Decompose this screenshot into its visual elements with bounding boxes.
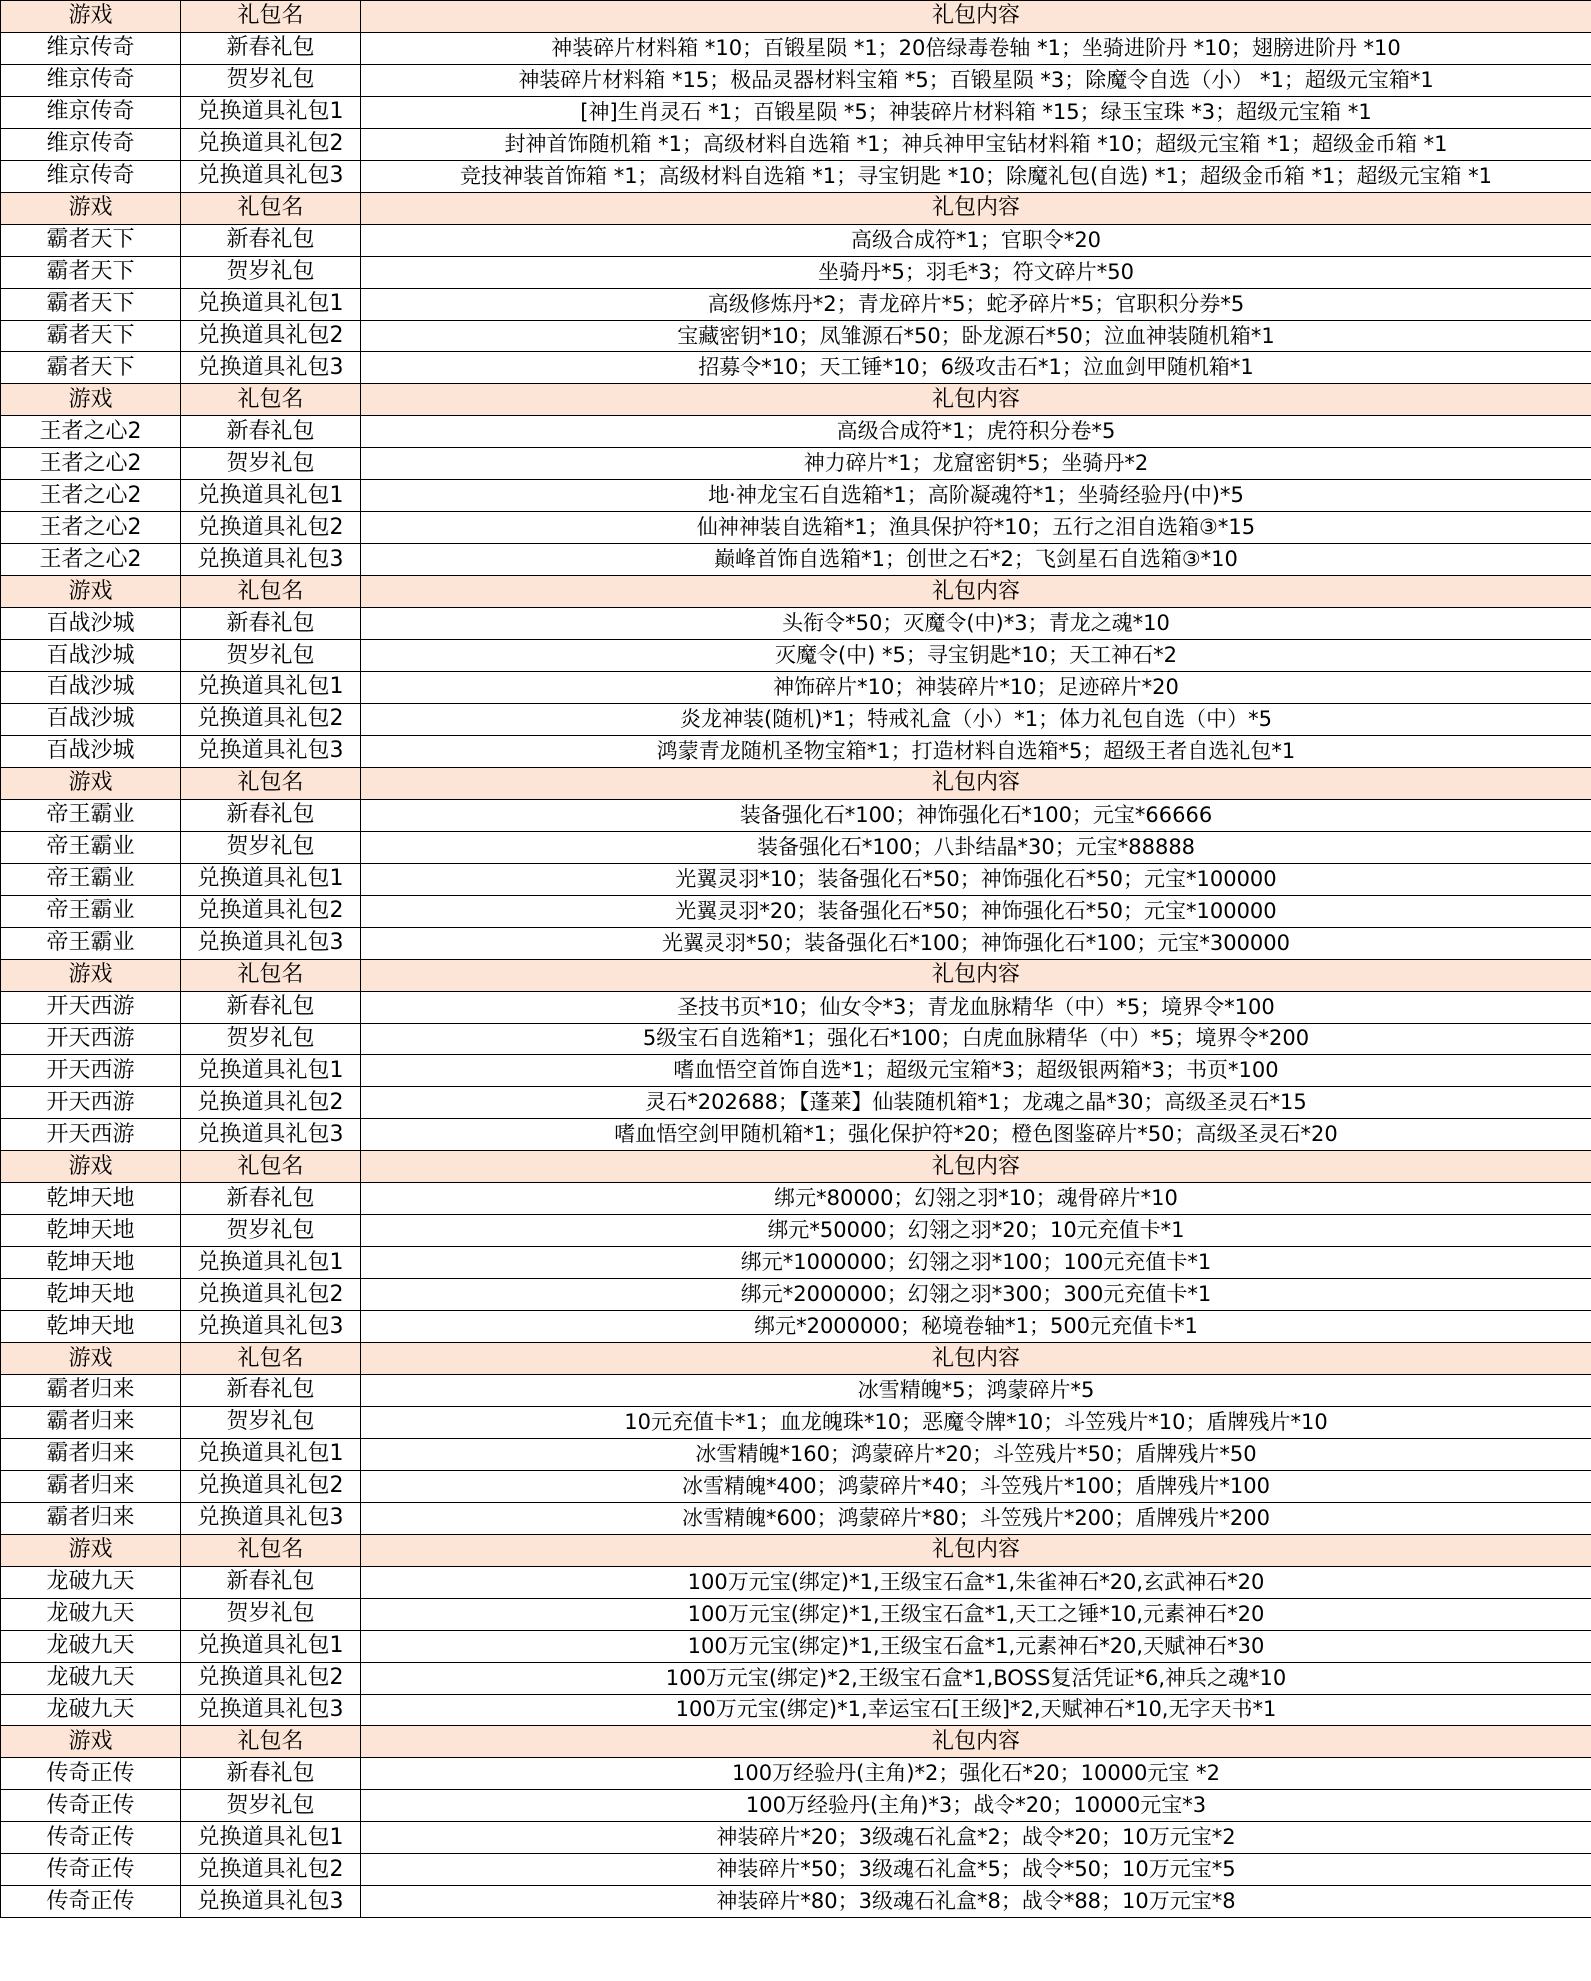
header-row bbox=[1, 1726, 1591, 1758]
pack-content-cell: 光翼灵羽*10；装备强化石*50；神饰强化石*50；元宝*100000 bbox=[361, 863, 1591, 895]
game-cell: 传奇正传 bbox=[1, 1758, 181, 1790]
pack-name-cell: 新春礼包 bbox=[181, 799, 361, 831]
header-name-cell: 礼包名 bbox=[181, 1151, 361, 1183]
pack-content-cell: 装备强化石*100；神饰强化石*100；元宝*66666 bbox=[361, 799, 1591, 831]
pack-content-cell: 宝藏密钥*10；凤雏源石*50；卧龙源石*50；泣血神装随机箱*1 bbox=[361, 320, 1591, 352]
pack-name-cell: 贺岁礼包 bbox=[181, 1023, 361, 1055]
pack-name-cell: 兑换道具礼包1 bbox=[181, 863, 361, 895]
game-cell: 开天西游 bbox=[1, 1023, 181, 1055]
header-content-cell: 礼包内容 bbox=[361, 959, 1591, 991]
pack-name-cell: 兑换道具礼包2 bbox=[181, 512, 361, 544]
header-row bbox=[1, 576, 1591, 608]
header-row bbox=[1, 959, 1591, 991]
table-row bbox=[1, 799, 1591, 831]
game-cell: 龙破九天 bbox=[1, 1598, 181, 1630]
game-cell: 霸者归来 bbox=[1, 1374, 181, 1406]
pack-content-cell: 地·神龙宝石自选箱*1；高阶凝魂符*1；坐骑经验丹(中)*5 bbox=[361, 480, 1591, 512]
pack-content-cell: 神装碎片材料箱 *15；极品灵器材料宝箱 *5；百锻星陨 *3；除魔令自选（小） *1；超级元宝箱*1 bbox=[361, 64, 1591, 96]
pack-name-cell: 兑换道具礼包1 bbox=[181, 96, 361, 128]
header-name-cell: 礼包名 bbox=[181, 192, 361, 224]
table-row bbox=[1, 1279, 1591, 1311]
header-name-cell: 礼包名 bbox=[181, 1726, 361, 1758]
pack-content-cell: 灵石*202688；【蓬莱】仙装随机箱*1；龙魂之晶*30；高级圣灵石*15 bbox=[361, 1087, 1591, 1119]
pack-name-cell: 兑换道具礼包1 bbox=[181, 480, 361, 512]
pack-content-cell: 绑元*80000；幻翎之羽*10；魂骨碎片*10 bbox=[361, 1183, 1591, 1215]
table-row bbox=[1, 352, 1591, 384]
pack-name-cell: 兑换道具礼包2 bbox=[181, 1087, 361, 1119]
pack-content-cell: 神饰碎片*10；神装碎片*10；足迹碎片*20 bbox=[361, 672, 1591, 704]
game-cell: 开天西游 bbox=[1, 1119, 181, 1151]
game-cell: 帝王霸业 bbox=[1, 831, 181, 863]
pack-content-cell: 头衔令*50；灭魔令(中)*3；青龙之魂*10 bbox=[361, 608, 1591, 640]
game-cell: 帝王霸业 bbox=[1, 895, 181, 927]
table-row bbox=[1, 863, 1591, 895]
header-game-cell: 游戏 bbox=[1, 1151, 181, 1183]
table-row bbox=[1, 544, 1591, 576]
pack-content-cell: 神装碎片*50；3级魂石礼盒*5；战令*50；10万元宝*5 bbox=[361, 1854, 1591, 1886]
pack-content-cell: 10元充值卡*1；血龙魄珠*10；恶魔令牌*10；斗笠残片*10；盾牌残片*10 bbox=[361, 1406, 1591, 1438]
pack-name-cell: 兑换道具礼包1 bbox=[181, 1630, 361, 1662]
pack-content-cell: 装备强化石*100；八卦结晶*30；元宝*88888 bbox=[361, 831, 1591, 863]
pack-content-cell: 高级修炼丹*2；青龙碎片*5；蛇矛碎片*5；官职积分券*5 bbox=[361, 288, 1591, 320]
game-cell: 霸者归来 bbox=[1, 1470, 181, 1502]
pack-content-cell: [神]生肖灵石 *1；百锻星陨 *5；神装碎片材料箱 *15；绿玉宝珠 *3；超级元宝箱 *1 bbox=[361, 96, 1591, 128]
header-name-cell: 礼包名 bbox=[181, 1534, 361, 1566]
game-cell: 百战沙城 bbox=[1, 608, 181, 640]
header-game-cell: 游戏 bbox=[1, 576, 181, 608]
game-cell: 霸者归来 bbox=[1, 1406, 181, 1438]
table-row bbox=[1, 1662, 1591, 1694]
pack-name-cell: 兑换道具礼包3 bbox=[181, 1502, 361, 1534]
table-row bbox=[1, 512, 1591, 544]
pack-content-cell: 5级宝石自选箱*1；强化石*100；白虎血脉精华（中）*5；境界令*200 bbox=[361, 1023, 1591, 1055]
game-cell: 维京传奇 bbox=[1, 32, 181, 64]
pack-name-cell: 新春礼包 bbox=[181, 991, 361, 1023]
game-cell: 霸者天下 bbox=[1, 320, 181, 352]
header-content-cell: 礼包内容 bbox=[361, 1534, 1591, 1566]
table-row bbox=[1, 128, 1591, 160]
pack-content-cell: 高级合成符*1；虎符积分卷*5 bbox=[361, 416, 1591, 448]
pack-content-cell: 冰雪精魄*160；鸿蒙碎片*20；斗笠残片*50；盾牌残片*50 bbox=[361, 1438, 1591, 1470]
header-game-cell: 游戏 bbox=[1, 192, 181, 224]
pack-content-cell: 100万元宝(绑定)*1,王级宝石盒*1,天工之锤*10,元素神石*20 bbox=[361, 1598, 1591, 1630]
pack-content-cell: 100万元宝(绑定)*1,王级宝石盒*1,朱雀神石*20,玄武神石*20 bbox=[361, 1566, 1591, 1598]
table-row bbox=[1, 256, 1591, 288]
table-row bbox=[1, 1822, 1591, 1854]
pack-name-cell: 兑换道具礼包2 bbox=[181, 1470, 361, 1502]
pack-name-cell: 兑换道具礼包1 bbox=[181, 1822, 361, 1854]
pack-name-cell: 贺岁礼包 bbox=[181, 1215, 361, 1247]
pack-name-cell: 兑换道具礼包3 bbox=[181, 544, 361, 576]
pack-name-cell: 兑换道具礼包2 bbox=[181, 1662, 361, 1694]
pack-name-cell: 兑换道具礼包3 bbox=[181, 1886, 361, 1918]
header-content-cell: 礼包内容 bbox=[361, 576, 1591, 608]
pack-name-cell: 兑换道具礼包1 bbox=[181, 1247, 361, 1279]
table-row bbox=[1, 1183, 1591, 1215]
table-row bbox=[1, 96, 1591, 128]
header-name-cell: 礼包名 bbox=[181, 1343, 361, 1375]
pack-name-cell: 兑换道具礼包3 bbox=[181, 1119, 361, 1151]
header-game-cell: 游戏 bbox=[1, 1, 181, 33]
table-row bbox=[1, 608, 1591, 640]
pack-name-cell: 兑换道具礼包2 bbox=[181, 128, 361, 160]
pack-name-cell: 新春礼包 bbox=[181, 1566, 361, 1598]
pack-name-cell: 贺岁礼包 bbox=[181, 1406, 361, 1438]
header-game-cell: 游戏 bbox=[1, 1534, 181, 1566]
table-row bbox=[1, 831, 1591, 863]
header-content-cell: 礼包内容 bbox=[361, 1, 1591, 33]
pack-content-cell: 100万经验丹(主角)*3；战令*20；10000元宝*3 bbox=[361, 1790, 1591, 1822]
header-game-cell: 游戏 bbox=[1, 1726, 181, 1758]
game-cell: 维京传奇 bbox=[1, 160, 181, 192]
header-game-cell: 游戏 bbox=[1, 767, 181, 799]
pack-name-cell: 兑换道具礼包1 bbox=[181, 672, 361, 704]
pack-content-cell: 100万元宝(绑定)*1,幸运宝石[王级]*2,天赋神石*10,无字天书*1 bbox=[361, 1694, 1591, 1726]
header-row bbox=[1, 1151, 1591, 1183]
pack-content-cell: 神装碎片材料箱 *10；百锻星陨 *1；20倍绿毒卷轴 *1；坐骑进阶丹 *10；翅膀进阶丹 *10 bbox=[361, 32, 1591, 64]
game-cell: 传奇正传 bbox=[1, 1822, 181, 1854]
header-content-cell: 礼包内容 bbox=[361, 767, 1591, 799]
pack-name-cell: 兑换道具礼包3 bbox=[181, 1311, 361, 1343]
pack-name-cell: 贺岁礼包 bbox=[181, 831, 361, 863]
table-row bbox=[1, 1502, 1591, 1534]
game-cell: 龙破九天 bbox=[1, 1630, 181, 1662]
pack-name-cell: 兑换道具礼包2 bbox=[181, 320, 361, 352]
game-cell: 维京传奇 bbox=[1, 128, 181, 160]
table-row bbox=[1, 480, 1591, 512]
header-content-cell: 礼包内容 bbox=[361, 384, 1591, 416]
pack-content-cell: 仙神神装自选箱*1；渔具保护符*10；五行之泪自选箱③*15 bbox=[361, 512, 1591, 544]
table-row bbox=[1, 672, 1591, 704]
table-row bbox=[1, 1566, 1591, 1598]
pack-name-cell: 新春礼包 bbox=[181, 1758, 361, 1790]
game-cell: 王者之心2 bbox=[1, 544, 181, 576]
game-cell: 乾坤天地 bbox=[1, 1279, 181, 1311]
pack-content-cell: 嗜血悟空剑甲随机箱*1；强化保护符*20；橙色图鉴碎片*50；高级圣灵石*20 bbox=[361, 1119, 1591, 1151]
pack-content-cell: 绑元*2000000；幻翎之羽*300；300元充值卡*1 bbox=[361, 1279, 1591, 1311]
game-cell: 百战沙城 bbox=[1, 703, 181, 735]
table-row bbox=[1, 1119, 1591, 1151]
game-cell: 王者之心2 bbox=[1, 512, 181, 544]
pack-content-cell: 绑元*50000；幻翎之羽*20；10元充值卡*1 bbox=[361, 1215, 1591, 1247]
game-cell: 王者之心2 bbox=[1, 480, 181, 512]
table-row bbox=[1, 1886, 1591, 1918]
pack-content-cell: 灭魔令(中) *5；寻宝钥匙*10；天工神石*2 bbox=[361, 640, 1591, 672]
pack-content-cell: 光翼灵羽*20；装备强化石*50；神饰强化石*50；元宝*100000 bbox=[361, 895, 1591, 927]
pack-name-cell: 新春礼包 bbox=[181, 1183, 361, 1215]
pack-name-cell: 贺岁礼包 bbox=[181, 1790, 361, 1822]
table-row bbox=[1, 1374, 1591, 1406]
pack-content-cell: 冰雪精魄*400；鸿蒙碎片*40；斗笠残片*100；盾牌残片*100 bbox=[361, 1470, 1591, 1502]
pack-content-cell: 100万元宝(绑定)*1,王级宝石盒*1,元素神石*20,天赋神石*30 bbox=[361, 1630, 1591, 1662]
table-row bbox=[1, 64, 1591, 96]
pack-content-cell: 嗜血悟空首饰自选*1；超级元宝箱*3；超级银两箱*3；书页*100 bbox=[361, 1055, 1591, 1087]
pack-name-cell: 兑换道具礼包1 bbox=[181, 288, 361, 320]
table-row bbox=[1, 1758, 1591, 1790]
game-cell: 霸者天下 bbox=[1, 288, 181, 320]
pack-content-cell: 封神首饰随机箱 *1；高级材料自选箱 *1；神兵神甲宝钻材料箱 *10；超级元宝箱 *1；超级金币箱 *1 bbox=[361, 128, 1591, 160]
pack-name-cell: 兑换道具礼包2 bbox=[181, 703, 361, 735]
pack-content-cell: 坐骑丹*5；羽毛*3；符文碎片*50 bbox=[361, 256, 1591, 288]
table-row bbox=[1, 991, 1591, 1023]
header-row bbox=[1, 1343, 1591, 1375]
pack-content-cell: 竞技神装首饰箱 *1；高级材料自选箱 *1；寻宝钥匙 *10；除魔礼包(自选) *1；超级金币箱 *1；超级元宝箱 *1 bbox=[361, 160, 1591, 192]
table-row bbox=[1, 1598, 1591, 1630]
game-cell: 开天西游 bbox=[1, 1055, 181, 1087]
table-row bbox=[1, 1694, 1591, 1726]
table-row bbox=[1, 640, 1591, 672]
pack-name-cell: 兑换道具礼包1 bbox=[181, 1438, 361, 1470]
pack-content-cell: 高级合成符*1；官职令*20 bbox=[361, 224, 1591, 256]
table-row bbox=[1, 1790, 1591, 1822]
pack-name-cell: 新春礼包 bbox=[181, 1374, 361, 1406]
pack-name-cell: 兑换道具礼包3 bbox=[181, 735, 361, 767]
header-row bbox=[1, 767, 1591, 799]
header-content-cell: 礼包内容 bbox=[361, 192, 1591, 224]
table-row bbox=[1, 895, 1591, 927]
pack-content-cell: 100万经验丹(主角)*2；强化石*20；10000元宝 *2 bbox=[361, 1758, 1591, 1790]
pack-content-cell: 光翼灵羽*50；装备强化石*100；神饰强化石*100；元宝*300000 bbox=[361, 927, 1591, 959]
game-cell: 帝王霸业 bbox=[1, 799, 181, 831]
pack-name-cell: 兑换道具礼包3 bbox=[181, 927, 361, 959]
table-row bbox=[1, 703, 1591, 735]
game-cell: 王者之心2 bbox=[1, 448, 181, 480]
pack-name-cell: 兑换道具礼包3 bbox=[181, 1694, 361, 1726]
header-row bbox=[1, 1534, 1591, 1566]
table-row bbox=[1, 1247, 1591, 1279]
pack-content-cell: 巅峰首饰自选箱*1；创世之石*2；飞剑星石自选箱③*10 bbox=[361, 544, 1591, 576]
pack-content-cell: 神力碎片*1；龙窟密钥*5；坐骑丹*2 bbox=[361, 448, 1591, 480]
game-cell: 帝王霸业 bbox=[1, 927, 181, 959]
pack-name-cell: 兑换道具礼包2 bbox=[181, 895, 361, 927]
game-cell: 开天西游 bbox=[1, 991, 181, 1023]
game-cell: 龙破九天 bbox=[1, 1566, 181, 1598]
game-cell: 传奇正传 bbox=[1, 1886, 181, 1918]
game-cell: 乾坤天地 bbox=[1, 1183, 181, 1215]
game-cell: 传奇正传 bbox=[1, 1854, 181, 1886]
table-row bbox=[1, 320, 1591, 352]
game-cell: 霸者天下 bbox=[1, 224, 181, 256]
table-row bbox=[1, 1087, 1591, 1119]
table-row bbox=[1, 416, 1591, 448]
pack-name-cell: 兑换道具礼包2 bbox=[181, 1854, 361, 1886]
pack-content-cell: 100万元宝(绑定)*2,王级宝石盒*1,BOSS复活凭证*6,神兵之魂*10 bbox=[361, 1662, 1591, 1694]
game-cell: 龙破九天 bbox=[1, 1694, 181, 1726]
header-game-cell: 游戏 bbox=[1, 384, 181, 416]
table-row bbox=[1, 1854, 1591, 1886]
game-cell: 霸者归来 bbox=[1, 1502, 181, 1534]
pack-name-cell: 兑换道具礼包3 bbox=[181, 160, 361, 192]
pack-content-cell: 神装碎片*20；3级魂石礼盒*2；战令*20；10万元宝*2 bbox=[361, 1822, 1591, 1854]
pack-name-cell: 兑换道具礼包2 bbox=[181, 1279, 361, 1311]
header-row bbox=[1, 384, 1591, 416]
pack-name-cell: 兑换道具礼包1 bbox=[181, 1055, 361, 1087]
pack-content-cell: 鸿蒙青龙随机圣物宝箱*1；打造材料自选箱*5；超级王者自选礼包*1 bbox=[361, 735, 1591, 767]
pack-name-cell: 贺岁礼包 bbox=[181, 1598, 361, 1630]
table-row bbox=[1, 735, 1591, 767]
game-cell: 霸者天下 bbox=[1, 352, 181, 384]
header-name-cell: 礼包名 bbox=[181, 767, 361, 799]
pack-name-cell: 贺岁礼包 bbox=[181, 256, 361, 288]
pack-content-cell: 圣技书页*10；仙女令*3；青龙血脉精华（中）*5；境界令*100 bbox=[361, 991, 1591, 1023]
game-cell: 百战沙城 bbox=[1, 640, 181, 672]
game-cell: 维京传奇 bbox=[1, 96, 181, 128]
table-row bbox=[1, 1311, 1591, 1343]
table-row bbox=[1, 927, 1591, 959]
table-row bbox=[1, 1055, 1591, 1087]
table-body bbox=[1, 1, 1591, 1918]
table-row bbox=[1, 1406, 1591, 1438]
header-game-cell: 游戏 bbox=[1, 1343, 181, 1375]
pack-name-cell: 兑换道具礼包3 bbox=[181, 352, 361, 384]
table-row bbox=[1, 1630, 1591, 1662]
table-row bbox=[1, 1438, 1591, 1470]
table-row bbox=[1, 1023, 1591, 1055]
pack-content-cell: 绑元*2000000；秘境卷轴*1；500元充值卡*1 bbox=[361, 1311, 1591, 1343]
header-row bbox=[1, 1, 1591, 33]
header-row bbox=[1, 192, 1591, 224]
table-row bbox=[1, 224, 1591, 256]
game-cell: 帝王霸业 bbox=[1, 863, 181, 895]
game-cell: 乾坤天地 bbox=[1, 1247, 181, 1279]
header-name-cell: 礼包名 bbox=[181, 959, 361, 991]
pack-name-cell: 新春礼包 bbox=[181, 32, 361, 64]
game-cell: 霸者天下 bbox=[1, 256, 181, 288]
header-name-cell: 礼包名 bbox=[181, 576, 361, 608]
table-row bbox=[1, 32, 1591, 64]
header-name-cell: 礼包名 bbox=[181, 384, 361, 416]
game-cell: 霸者归来 bbox=[1, 1438, 181, 1470]
game-cell: 乾坤天地 bbox=[1, 1215, 181, 1247]
game-cell: 维京传奇 bbox=[1, 64, 181, 96]
pack-name-cell: 贺岁礼包 bbox=[181, 64, 361, 96]
game-cell: 百战沙城 bbox=[1, 735, 181, 767]
game-cell: 王者之心2 bbox=[1, 416, 181, 448]
table-row bbox=[1, 1470, 1591, 1502]
pack-name-cell: 贺岁礼包 bbox=[181, 448, 361, 480]
pack-content-cell: 绑元*1000000；幻翎之羽*100；100元充值卡*1 bbox=[361, 1247, 1591, 1279]
game-cell: 百战沙城 bbox=[1, 672, 181, 704]
pack-name-cell: 新春礼包 bbox=[181, 416, 361, 448]
pack-content-cell: 神装碎片*80；3级魂石礼盒*8；战令*88；10万元宝*8 bbox=[361, 1886, 1591, 1918]
pack-name-cell: 贺岁礼包 bbox=[181, 640, 361, 672]
pack-content-cell: 冰雪精魄*5；鸿蒙碎片*5 bbox=[361, 1374, 1591, 1406]
pack-content-cell: 冰雪精魄*600；鸿蒙碎片*80；斗笠残片*200；盾牌残片*200 bbox=[361, 1502, 1591, 1534]
game-cell: 乾坤天地 bbox=[1, 1311, 181, 1343]
header-name-cell: 礼包名 bbox=[181, 1, 361, 33]
header-content-cell: 礼包内容 bbox=[361, 1151, 1591, 1183]
game-cell: 龙破九天 bbox=[1, 1662, 181, 1694]
pack-name-cell: 新春礼包 bbox=[181, 608, 361, 640]
header-content-cell: 礼包内容 bbox=[361, 1726, 1591, 1758]
header-content-cell: 礼包内容 bbox=[361, 1343, 1591, 1375]
pack-content-cell: 炎龙神装(随机)*1；特戒礼盒（小）*1；体力礼包自选（中）*5 bbox=[361, 703, 1591, 735]
pack-content-cell: 招募令*10；天工锤*10；6级攻击石*1；泣血剑甲随机箱*1 bbox=[361, 352, 1591, 384]
game-cell: 开天西游 bbox=[1, 1087, 181, 1119]
game-cell: 传奇正传 bbox=[1, 1790, 181, 1822]
pack-name-cell: 新春礼包 bbox=[181, 224, 361, 256]
table-row bbox=[1, 448, 1591, 480]
table-row bbox=[1, 288, 1591, 320]
header-game-cell: 游戏 bbox=[1, 959, 181, 991]
table-row bbox=[1, 160, 1591, 192]
table-row bbox=[1, 1215, 1591, 1247]
